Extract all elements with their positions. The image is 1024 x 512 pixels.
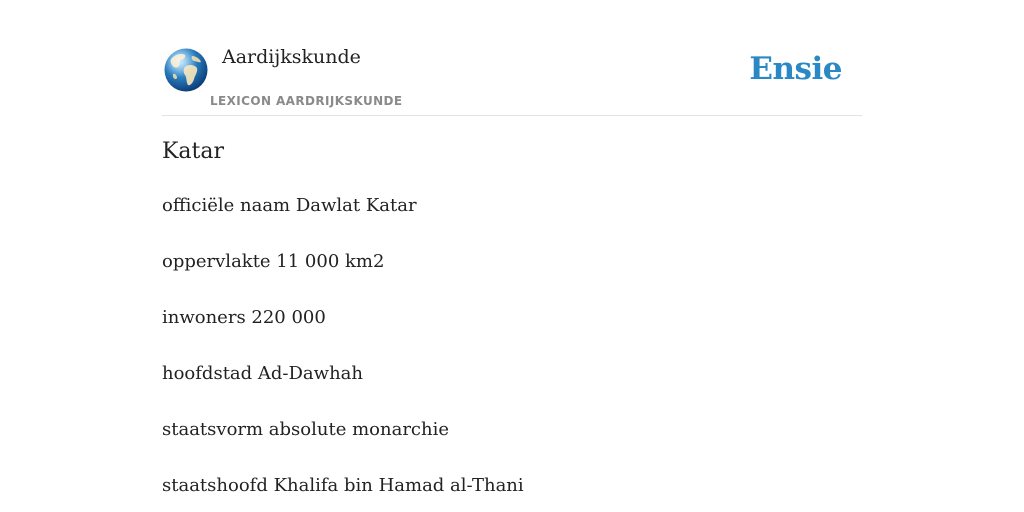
fact-government: staatsvorm absolute monarchie [162,419,450,440]
site-subtitle: LEXICON AARDRIJKSKUNDE [210,94,403,108]
fact-official-name: officiële naam Dawlat Katar [162,195,417,216]
fact-population: inwoners 220 000 [162,307,326,328]
fact-head-of-state: staatshoofd Khalifa bin Hamad al-Thani [162,475,524,496]
fact-list [162,193,524,512]
article-title: Katar [162,139,225,164]
fact-capital: hoofdstad Ad-Dawhah [162,363,363,384]
site-header [162,36,862,116]
site-name-link[interactable]: Aardijkskunde [222,46,361,68]
globe-icon[interactable] [164,48,208,92]
ensie-logo-link[interactable]: Ensie [749,51,842,87]
fact-area: oppervlakte 11 000 km2 [162,251,385,272]
